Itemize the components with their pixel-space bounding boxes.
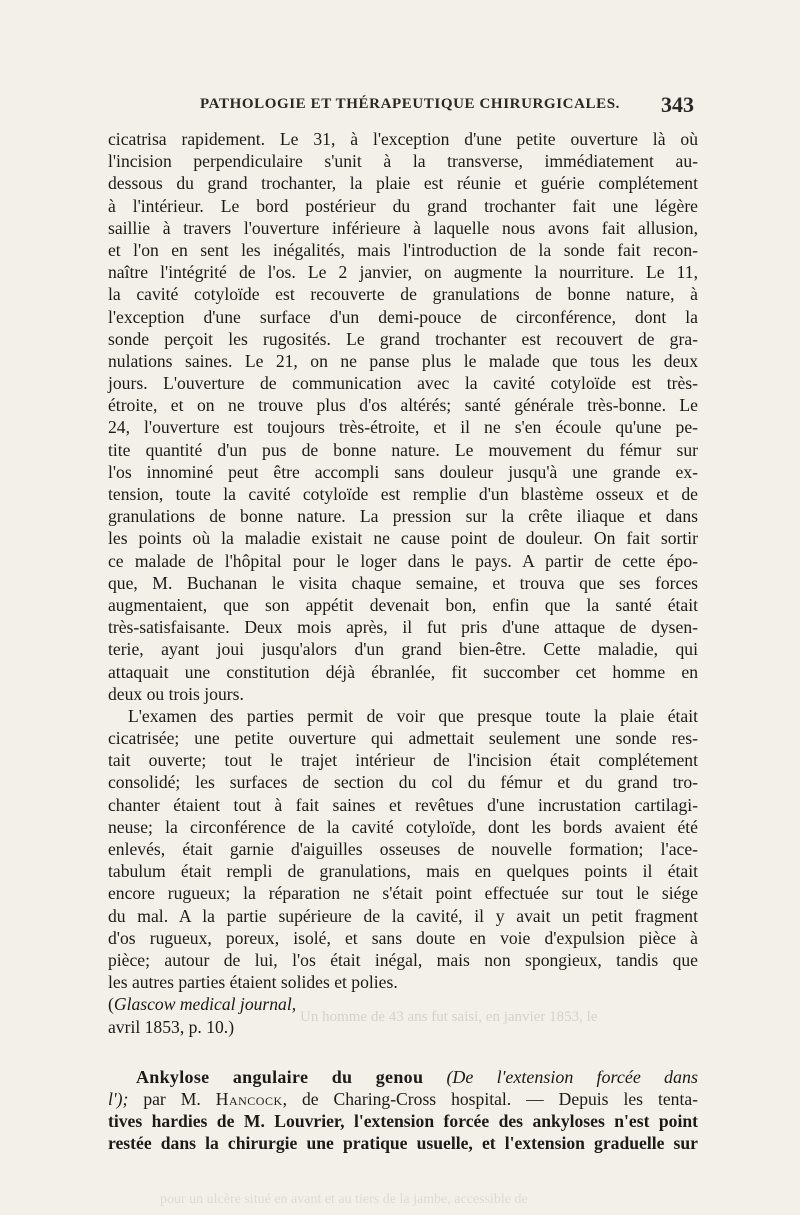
text-line: L'examen des parties permit de voir que presque toute la plaie était bbox=[128, 705, 698, 726]
article-subtitle-end: l'); bbox=[108, 1088, 129, 1109]
text-line: nulations saines. Le 21, on ne panse plus le malade que tous les deux bbox=[108, 350, 698, 371]
text-line: l'exception d'une surface d'un demi-pouce de circonférence, dont la bbox=[108, 306, 698, 327]
text-line: augmentaient, que son appétit devenait bon, enfin que la santé était bbox=[108, 594, 698, 615]
text-line: étroite, et on ne trouve plus d'os altérés; santé générale très-bonne. Le bbox=[108, 395, 698, 416]
article-heading-line bbox=[108, 1066, 698, 1088]
bleed-through-text: Un homme de 43 ans fut saisi, en janvier 1853, le bbox=[300, 1009, 598, 1025]
text-line: encore rugueux; la réparation ne s'était point effectuée sur tout le siége bbox=[108, 883, 698, 904]
article-byline-rest: , de Charing-Cross hospital. — Depuis les tenta- bbox=[282, 1088, 698, 1109]
article-subtitle: (De l'extension forcée dans bbox=[446, 1066, 699, 1087]
text-line: les autres parties étaient solides et polies. bbox=[108, 972, 398, 993]
article-title: Ankylose angulaire du genou bbox=[136, 1066, 424, 1087]
text-line: tite quantité d'un pus de bonne nature. Le mouvement du fémur sur bbox=[108, 439, 698, 460]
body-text bbox=[108, 128, 698, 1154]
text-line: à l'intérieur. Le bord postérieur du grand trochanter fait une légère bbox=[108, 195, 698, 216]
text-line: l'incision perpendiculaire s'unit à la transverse, immédiatement au- bbox=[108, 151, 698, 172]
citation-journal: Glascow medical journal, bbox=[113, 994, 297, 1015]
text-line: consolidé; les surfaces de section du col du fémur et du grand tro- bbox=[108, 772, 698, 793]
section-gap bbox=[108, 1038, 698, 1066]
text-line: dessous du grand trochanter, la plaie est réunie et guérie complétement bbox=[108, 173, 698, 194]
text-line: que, M. Buchanan le visita chaque semaine, et trouva que ses forces bbox=[108, 572, 698, 593]
article-byline bbox=[108, 1088, 698, 1110]
text-line: chanter étaient tout à fait saines et revêtues d'une incrustation cartilagi- bbox=[108, 794, 698, 815]
bleed-through-text-bottom: pour un ulcère situé en avant et au tiers de la jambe, accessible de bbox=[160, 1192, 528, 1207]
text-line: les points où la maladie existait ne cause point de douleur. On fait sortir bbox=[108, 528, 698, 549]
text-line: neuse; la circonférence de la cavité cotyloïde, dont les bords avaient été bbox=[108, 816, 698, 837]
article-by: par M. bbox=[143, 1088, 201, 1109]
text-line: deux ou trois jours. bbox=[108, 683, 244, 704]
article-author: Hancock bbox=[215, 1088, 283, 1109]
text-line: tait ouverte; tout le trajet intérieur de l'incision était complétement bbox=[108, 750, 698, 771]
text-line: et l'on en sent les inégalités, mais l'introduction de la sonde fait recon- bbox=[108, 239, 698, 260]
document-page bbox=[108, 92, 698, 1154]
text-line: saillie à travers l'ouverture inférieure à laquelle nous avons fait allusion, bbox=[108, 217, 698, 238]
paragraph-autopsy bbox=[108, 705, 698, 993]
article-line-3: tives hardies de M. Louvrier, l'extension forcée des ankyloses n'est point bbox=[108, 1111, 698, 1132]
text-line: cicatrisée; une petite ouverture qui admettait seulement une sonde res- bbox=[108, 728, 698, 749]
text-line: tabulum était rempli de granulations, mais en quelques points il était bbox=[108, 861, 698, 882]
text-line: tension, toute la cavité cotyloïde est remplie d'un blastème osseux et de bbox=[108, 484, 698, 504]
text-line: attaquait une constitution déjà ébranlée, fit succomber cet homme en bbox=[108, 661, 698, 682]
text-line: terie, ayant joui jusqu'alors d'un grand bien-être. Cette maladie, qui bbox=[108, 639, 698, 660]
citation-open: ( bbox=[108, 994, 114, 1015]
text-line: pièce; autour de lui, l'os était inégal, mais non spongieux, tandis que bbox=[108, 949, 698, 970]
paragraph-case-continuation bbox=[108, 128, 698, 705]
text-line: l'os innominé peut être accompli sans douleur jusqu'à une grande ex- bbox=[108, 461, 698, 482]
text-line: cicatrisa rapidement. Le 31, à l'exception d'une petite ouverture là où bbox=[108, 129, 698, 149]
text-line: d'os rugueux, poreux, isolé, et sans doute en voie d'expulsion pièce à bbox=[108, 927, 698, 948]
article-line-4: restée dans la chirurgie une pratique usuelle, et l'extension graduelle sur bbox=[108, 1133, 698, 1154]
citation-date: avril 1853, p. 10.) bbox=[108, 1016, 235, 1037]
running-head bbox=[108, 92, 698, 122]
running-head-title: PATHOLOGIE ET THÉRAPEUTIQUE CHIRURGICALES. bbox=[200, 96, 621, 112]
text-line: du mal. A la partie supérieure de la cavité, il y avait un petit fragment bbox=[108, 905, 698, 926]
page-number: 343 bbox=[661, 92, 694, 117]
text-line: ce malade de l'hôpital pour le loger dans le pays. A partir de cette épo- bbox=[108, 550, 698, 571]
text-line: enlevés, était garnie d'aiguilles osseuses de nouvelle formation; l'ace- bbox=[108, 839, 698, 859]
text-line: 24, l'ouverture est toujours très-étroite, et il ne s'en écoule qu'une pe- bbox=[108, 417, 698, 438]
text-line: la cavité cotyloïde est recouverte de granulations de bonne nature, à bbox=[108, 284, 698, 305]
text-line: jours. L'ouverture de communication avec la cavité cotyloïde est très- bbox=[108, 373, 698, 394]
text-line: granulations de bonne nature. La pression sur la crête iliaque et dans bbox=[108, 506, 698, 527]
text-line: naître l'intégrité de l'os. Le 2 janvier, on augmente la nourriture. Le 11, bbox=[108, 262, 698, 283]
text-line: très-satisfaisante. Deux mois après, il fut pris d'une attaque de dysen- bbox=[108, 617, 698, 638]
text-line: sonde perçoit les rugosités. Le grand trochanter est recouvert de gra- bbox=[108, 328, 698, 349]
